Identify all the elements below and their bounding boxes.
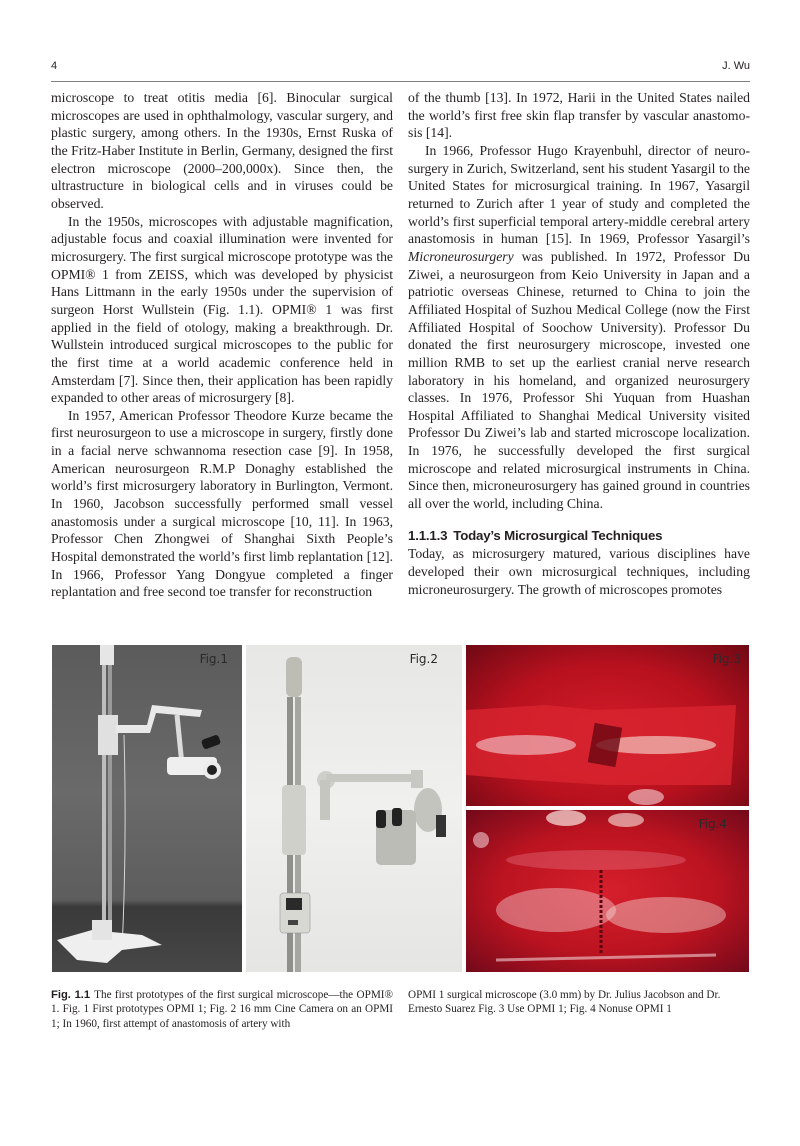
section-number: 1.1.1.3	[408, 527, 448, 543]
cine-camera-microscope-illustration	[246, 645, 462, 972]
text-run: In 1966, Professor Hugo Krayenbuhl, director of neurosurgery in Zurich, Switzerland, sent his student Yasargil to the United States for microsurgical training. In 1967, Yasargil returned to Zurich after 1 year of study and completed the world’s first superficial temporal artery-middle cerebral artery anastomosis in human [15]. In 1969, Professor Yasargil’s	[408, 142, 750, 247]
right-column	[408, 89, 750, 598]
book-title: Microneurosurgery	[408, 248, 514, 264]
left-column	[51, 89, 393, 601]
figure-label: Fig.2	[409, 652, 438, 666]
caption-text: OPMI 1 surgical microscope (3.0 mm) by Dr. Julius Jacobson and Dr. Ernesto Suarez Fig. 3 Use OPMI 1; Fig. 4 Nonuse OPMI 1	[408, 989, 721, 1016]
paragraph	[408, 142, 750, 513]
section-heading	[408, 527, 750, 545]
figure-label: Fig.1	[199, 652, 228, 666]
artery-anastomosis-photo	[466, 810, 749, 972]
figure-panel-3	[466, 645, 749, 806]
page-number: 4	[51, 60, 58, 72]
figure-label: Fig.4	[698, 817, 727, 831]
microscope-prototype-illustration	[52, 645, 242, 972]
running-head: J. Wu	[722, 60, 750, 72]
figure-label: Fig.3	[712, 652, 741, 666]
paragraph: of the thumb [13]. In 1972, Harii in the United States nailed the world’s first free skin flap transfer by vascular anastomosis [14].	[408, 90, 750, 141]
text-run: was published. In 1972, Professor Du Ziwei, a neurosurgeon from Keio University in Japan and a patriotic overseas Chinese, returned to China to join the Affiliated Hospital of Suzhou Medical College (now the First Affiliated Hospital of Soochow University). Professor Du donated the first neurosurgery microscope, invested one million RMB to set up the earliest cranial nerve research laboratory in his homeland, and organized neurosurgery classes. In 1976, Professor Shi Yuquan from Huashan Hospital Affiliated to Shanghai Medical University visited Professor Du Ziwei’s lab and started microscope localization. In 1976, he successfully developed the first surgical microscope and related microsurgical instruments in China. Since then, microneurosurgery has gained ground in countries all over the world, including China.	[408, 248, 750, 512]
figure-panel-2	[246, 645, 462, 972]
header-rule	[51, 81, 750, 82]
paragraph: Today, as microsurgery matured, various disciplines have developed their own microsurgical techniques, including microneurosurgery. The growth of microscopes promotes	[408, 546, 750, 597]
artery-anastomosis-photo	[466, 645, 749, 806]
figure-caption	[51, 988, 393, 1031]
figure-panel-4	[466, 810, 749, 972]
paragraph: microscope to treat otitis media [6]. Binocular surgical microscopes are used in ophthalmology, vascular surgery, and plastic surgery, among others. In the 1930s, Ernst Ruska of the Fritz-Haber Institute in Berlin, Germany, designed the first electron microscope (2000–200,000x). Since then, the ultrastructure in biological cells and in viruses could be observed.	[51, 90, 393, 211]
section-title: Today’s Microsurgical Techniques	[453, 527, 663, 543]
figure-id: Fig. 1.1	[51, 989, 91, 1001]
paragraph: In 1957, American Professor Theodore Kurze became the first neurosurgeon to use a microscope in surgery, firstly done in a facial nerve schwannoma resection case [9]. In 1958, American neurosurgeon R.M.P Donaghy established the world’s first microsurgery laboratory in Burlington, Vermont. In 1960, Jacobson successfully performed small vessel anastomosis under a surgical microscope [10, 11]. In 1963, Professor Chen Zhongwei of Shanghai Sixth People’s Hospital demonstrated the world’s first limb replantation [12]. In 1966, Professor Yang Dongyue completed a finger replantation and free second toe transfer for reconstruction	[51, 407, 393, 600]
figure-panel-1	[52, 645, 242, 972]
figure-caption-continued	[408, 988, 750, 1017]
paragraph: In the 1950s, microscopes with adjustable magnification, adjustable focus and coaxial illumination were invented for microsurgery. The first surgical microscope prototype was the OPMI® 1 from ZEISS, which was developed by physicist Hans Littmann in the early 1950s under the supervision of surgeon Horst Wullstein (Fig. 1.1). OPMI® 1 was first applied in the field of otology, making a breakthrough. Dr. Wullstein introduced surgical microscopes to the public for the first time at a world academic conference held in Amsterdam [7]. Since then, their application has been rapidly expanded to other areas of microsurgery [8].	[51, 213, 393, 406]
caption-text: The first prototypes of the first surgical microscope—the OPMI® 1. Fig. 1 First prototypes OPMI 1; Fig. 2 16 mm Cine Camera on an OPMI 1; In 1960, first attempt of anastomosis of artery with	[51, 989, 393, 1030]
